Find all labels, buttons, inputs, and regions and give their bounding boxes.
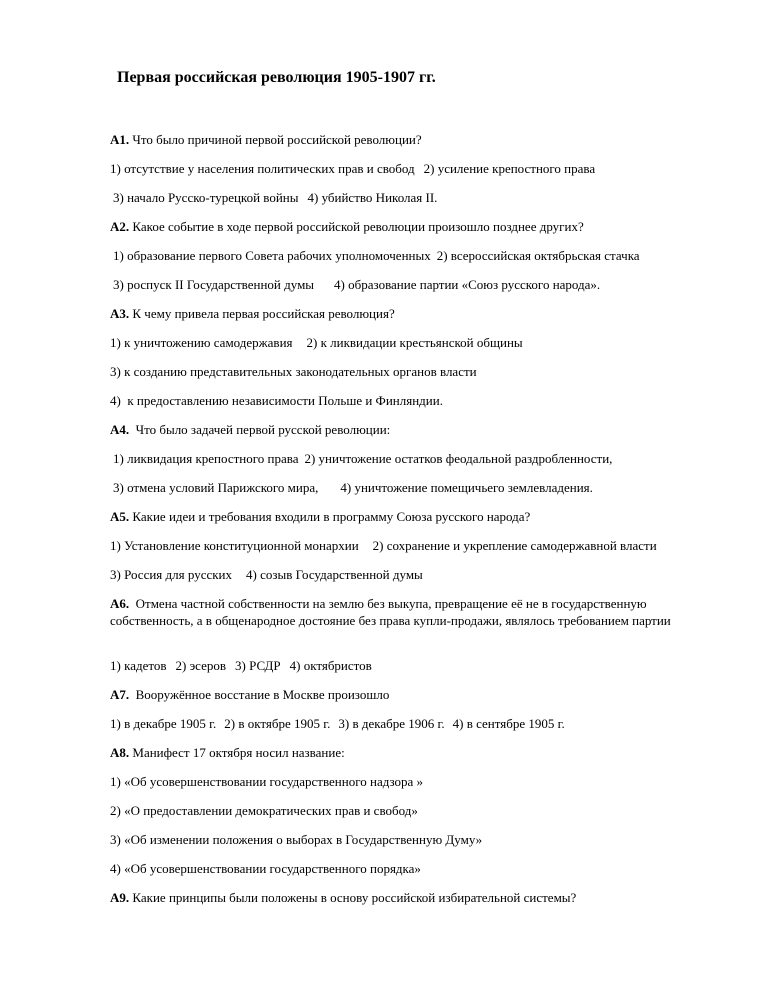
option: 2) сохранение и укрепление самодержавной власти [372, 538, 657, 553]
options-row [110, 657, 740, 674]
question-a9 [110, 889, 740, 906]
option: 1) к уничтожению самодержавия [110, 335, 293, 350]
option: 4) созыв Государственной думы [246, 567, 423, 582]
options-row [110, 160, 740, 177]
question-label: А4. [110, 422, 130, 437]
option: 2) усиление крепостного права [423, 161, 596, 176]
options-row [110, 715, 740, 732]
option: 2) в октябре 1905 г. [224, 716, 331, 731]
options-row [110, 363, 740, 380]
option: 3) начало Русско-турецкой войны [113, 190, 299, 205]
question-text: Манифест 17 октября носил название: [132, 745, 345, 760]
question-label: А5. [110, 509, 130, 524]
options-row [110, 334, 740, 351]
question-a7 [110, 686, 740, 703]
page-title: Первая российская революция 1905-1907 гг. [117, 69, 436, 86]
options-row [113, 189, 743, 206]
question-label: А9. [110, 890, 130, 905]
question-label: А1. [110, 132, 130, 147]
question-a3 [110, 305, 740, 322]
question-label: А2. [110, 219, 130, 234]
option: 1) кадетов [110, 658, 167, 673]
option: 1) ликвидация крепостного права [113, 451, 299, 466]
question-text: Какие принципы были положены в основу российской избирательной системы? [132, 890, 577, 905]
question-text: Отмена частной собственности на землю без выкупа, превращение её не в государственную собственность, а в общенародное достояние без права купли-продажи, являлось требованием партии [110, 596, 671, 628]
option: 3) Россия для русских [110, 567, 233, 582]
option: 1) в декабре 1905 г. [110, 716, 217, 731]
question-label: А8. [110, 745, 130, 760]
option: 3) отмена условий Парижского мира, [113, 480, 319, 495]
options-row [113, 450, 743, 467]
option: 4) уничтожение помещичьего землевладения. [340, 480, 593, 495]
option: 4) октябристов [289, 658, 372, 673]
option: 3) роспуск II Государственной думы [113, 277, 315, 292]
question-text: Что было причиной первой российской революции? [132, 132, 422, 147]
question-label: А7. [110, 687, 130, 702]
option: 3) в декабре 1906 г. [338, 716, 445, 731]
option: 2) уничтожение остатков феодальной раздробленности, [304, 451, 613, 466]
option: 1) «Об усовершенствовании государственного надзора » [110, 774, 424, 789]
option: 2) эсеров [175, 658, 227, 673]
option: 4) к предоставлению независимости Польше и Финляндии. [110, 393, 443, 408]
question-a8 [110, 744, 740, 761]
options-row [110, 802, 740, 819]
question-text: Что было задачей первой русской революции: [135, 422, 391, 437]
option: 3) РСДР [235, 658, 281, 673]
option: 1) Установление конституционной монархии [110, 538, 359, 553]
question-text: Какие идеи и требования входили в программу Союза русского народа? [132, 509, 531, 524]
question-text: К чему привела первая российская революция? [132, 306, 395, 321]
question-a4 [110, 421, 740, 438]
option: 2) всероссийская октябрьская стачка [436, 248, 640, 263]
options-row [113, 276, 743, 293]
option: 3) к созданию представительных законодательных органов власти [110, 364, 477, 379]
options-row [110, 831, 740, 848]
option: 4) «Об усовершенствовании государственного порядка» [110, 861, 421, 876]
options-row [110, 392, 740, 409]
question-a6 [110, 595, 710, 629]
option: 4) образование партии «Союз русского народа». [334, 277, 601, 292]
options-row [113, 247, 743, 264]
question-a1 [110, 131, 740, 148]
question-a5 [110, 508, 740, 525]
question-text: Вооружённое восстание в Москве произошло [135, 687, 390, 702]
option: 4) убийство Николая II. [307, 190, 438, 205]
option: 2) к ликвидации крестьянской общины [306, 335, 523, 350]
question-a2 [110, 218, 740, 235]
options-row [110, 860, 740, 877]
option: 4) в сентябре 1905 г. [452, 716, 565, 731]
options-row [110, 773, 740, 790]
option: 3) «Об изменении положения о выборах в Государственную Думу» [110, 832, 483, 847]
option: 2) «О предоставлении демократических прав и свобод» [110, 803, 418, 818]
question-label: А6. [110, 596, 130, 611]
question-label: А3. [110, 306, 130, 321]
options-row [110, 537, 740, 554]
options-row [110, 566, 740, 583]
option: 1) отсутствие у населения политических прав и свобод [110, 161, 415, 176]
options-row [113, 479, 743, 496]
option: 1) образование первого Совета рабочих уполномоченных [113, 248, 431, 263]
question-text: Какое событие в ходе первой российской революции произошло позднее других? [132, 219, 584, 234]
